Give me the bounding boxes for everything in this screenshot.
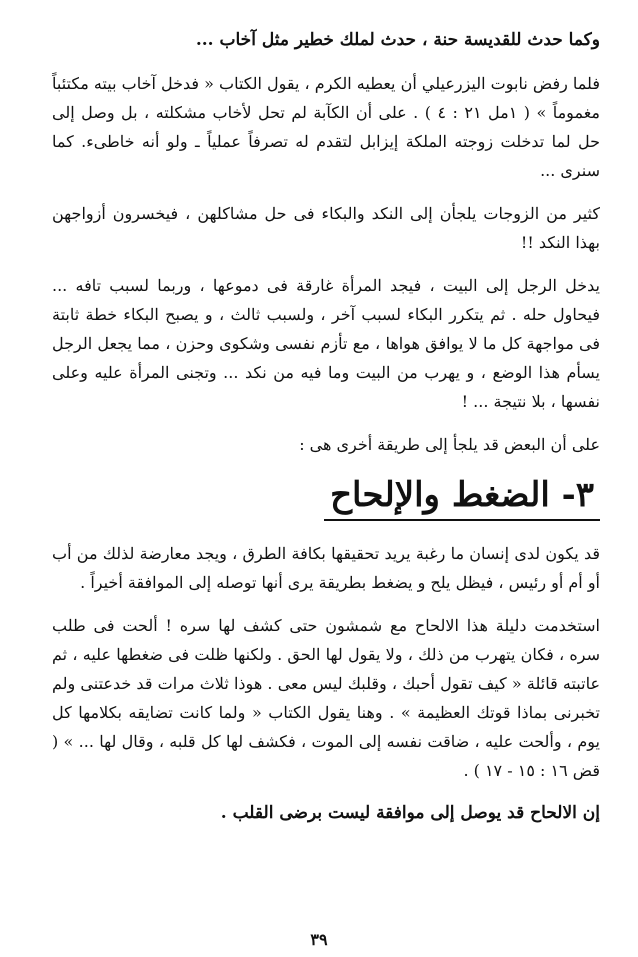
closing-statement: إن الالحاح قد يوصل إلى موافقة ليست برضى القلب . [220,803,600,823]
paragraph-wives: كثير من الزوجات يلجأن إلى النكد والبكاء فى حل مشاكلهن ، فيخسرون أزواجهن بهذا النكد !! [52,204,600,252]
section-heading: ٣- الضغط والإلحاح [324,473,600,521]
page-number: ٣٩ [310,930,328,949]
paragraph-ahab: فلما رفض نابوت اليزرعيلي أن يعطيه الكرم ، يقول الكتاب « فدخل آخاب بيته مكتئباً مغموماً » ( ١مل ٢١ : ٤ ) . على أن الكآبة لم تحل لأخاب مشكلته ، بل وصل إلى حل لما تدخلت زوجته الملكة إيزابل لتقدم له تصرفاً عملياً ـ ولو أنه خاطىء. كما سنرى ... [52,74,601,180]
paragraph-intro: وكما حدث للقديسة حنة ، حدث لملك خطير مثل آخاب ... [195,30,600,50]
paragraph-delilah: استخدمت دليلة هذا الالحاح مع شمشون حتى كشف لها سره ! ألحت فى طلب سره ، فكان يتهرب من ذلك ، ولا يقول لها الحق . ولكنها ظلت فى ضغطها عليه ، ثم عاتبته قائلة « كيف تقول أحبك ، وقلبك ليس معى . هوذا ثلاث مرات قد خدعتنى ولم تخبرنى بماذا قوتك العظيمة » . وهنا يقول الكتاب « ولما كانت تضايقه بكلامها كل يوم ، وألحت عليه ، ضاقت نفسه إلى الموت ، فكشف لها كل قلبه ، وقال لها ... » ( قض ١٦ : ١٥ - ١٧ ) . [52,616,600,780]
paragraph-weeping: يدخل الرجل إلى البيت ، فيجد المرأة غارقة فى دموعها ، وربما لسبب تافه ... فيحاول حله . ثم يتكرر البكاء لسبب آخر ، ولسبب ثالث ، و يصبح البكاء خطة ثابتة فى مواجهة كل ما لا يوافق هواها ، مع تأزم نفسى وشكوى وحزن ، مما يجعل الرجل يسأم هذا الوضع ، و يهرب من البيت وما فيه من نكد ... وتجنى المرأة عليه وعلى نفسها ، بلا نتيجة ... ! [52,276,600,411]
document-page [52,26,600,827]
paragraph-pressure: قد يكون لدى إنسان ما رغبة يريد تحقيقها بكافة الطرق ، ويجد معارضة لذلك من أب أو أم أو رئيس ، فيظل يلح و يضغط بطريقة يرى أنها توصله إلى الموافقة أخيراً . [52,544,601,592]
section-heading-wrap [52,473,600,521]
paragraph-other-method: على أن البعض قد يلجأ إلى طريقة أخرى هى : [299,435,600,454]
